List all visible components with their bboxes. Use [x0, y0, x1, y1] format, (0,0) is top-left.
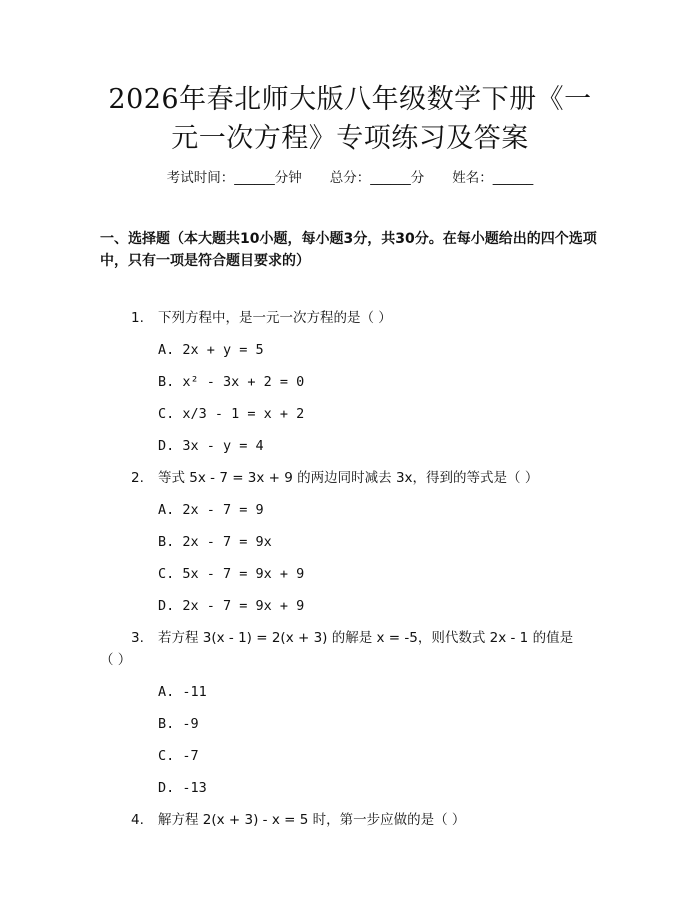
section-heading: 一、选择题（本大题共10小题，每小题3分，共30分。在每小题给出的四个选项中，只有一项是符合题目要求的）: [100, 231, 597, 269]
option-a: A. 2x + y = 5: [158, 342, 264, 358]
exam-meta: [0, 168, 700, 188]
option-b: B. x² - 3x + 2 = 0: [158, 374, 305, 390]
option-b: B. -9: [158, 716, 199, 732]
question-number: 1.: [131, 310, 144, 326]
option-c: C. x/3 - 1 = x + 2: [158, 406, 305, 422]
option-c: C. 5x - 7 = 9x + 9: [158, 566, 305, 582]
question-number: 3.: [131, 630, 144, 646]
document-title: 2026年春北师大版八年级数学下册《一元一次方程》专项练习及答案: [108, 84, 592, 154]
question-text: 等式 5x - 7 = 3x + 9 的两边同时减去 3x，得到的等式是（ ）: [158, 470, 539, 486]
option-a: A. 2x - 7 = 9: [158, 502, 264, 518]
question-number: 4.: [131, 812, 144, 828]
question-text: 下列方程中，是一元一次方程的是（ ）: [158, 310, 392, 326]
exam-time: 考试时间：______分钟: [166, 170, 302, 186]
option-b: B. 2x - 7 = 9x: [158, 534, 272, 550]
student-name: 姓名：______: [452, 170, 534, 186]
option-c: C. -7: [158, 748, 199, 764]
option-d: D. -13: [158, 780, 207, 796]
question-text-line2: （ ）: [100, 652, 132, 668]
question-number: 2.: [131, 470, 144, 486]
question-text: 解方程 2(x + 3) - x = 5 时，第一步应做的是（ ）: [158, 812, 466, 828]
option-d: D. 3x - y = 4: [158, 438, 264, 454]
option-d: D. 2x - 7 = 9x + 9: [158, 598, 305, 614]
question-text-line1: 若方程 3(x - 1) = 2(x + 3) 的解是 x = -5，则代数式 2x - 1 的值是: [158, 630, 574, 646]
option-a: A. -11: [158, 684, 207, 700]
exam-score: 总分：______分: [329, 170, 425, 186]
